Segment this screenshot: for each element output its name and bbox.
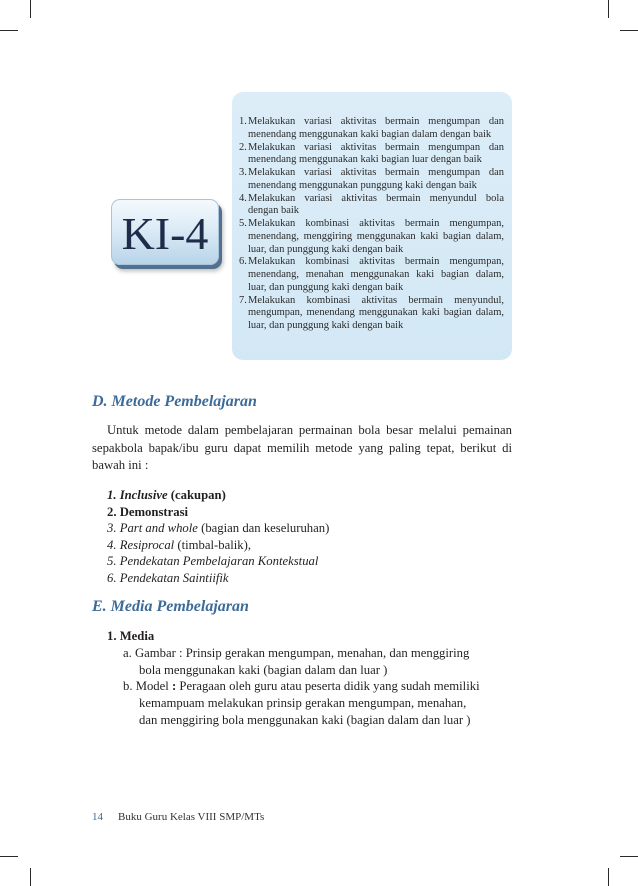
- crop-mark-bottom-left-vertical: [30, 868, 31, 886]
- competency-number: 2.: [239, 141, 247, 153]
- competency-item: [239, 167, 505, 193]
- media-item-continuation: dan menggiring bola menggunakan kaki (bagian dalam dan luar ): [139, 712, 471, 727]
- crop-mark-bottom-left-horizontal: [0, 856, 18, 857]
- competency-text-line: dengan baik: [248, 205, 300, 217]
- competency-item: [239, 256, 505, 294]
- paragraph-line: Untuk metode dalam pembelajaran permainan bola besar melalui pemainan: [107, 423, 512, 437]
- metode-intro-paragraph: [92, 422, 512, 475]
- competency-text-line: Melakukan variasi aktivitas bermain mengumpan dan: [248, 141, 504, 153]
- competency-text-line: Melakukan variasi aktivitas bermain menyundul bola: [248, 192, 504, 204]
- media-item-label: b. Model: [123, 679, 169, 694]
- ki-4-competency-panel: [232, 92, 512, 360]
- media-item-model: [107, 678, 480, 695]
- competency-text-line: Melakukan kombinasi aktivitas bermain menyundul,: [248, 294, 504, 306]
- crop-mark-top-right-horizontal: [620, 30, 638, 31]
- media-item-label: a. Gambar: [123, 645, 176, 660]
- method-name: 2. Demonstrasi: [107, 504, 189, 519]
- competency-number: 3.: [239, 167, 247, 178]
- media-item-separator: :: [179, 645, 183, 660]
- competency-number: 5.: [239, 218, 247, 229]
- competency-text-line: mengumpan, menendang menggunakan kaki bagian dalam,: [248, 307, 504, 319]
- competency-item: [239, 218, 505, 256]
- crop-mark-top-right-vertical: [608, 0, 609, 18]
- method-description: (timbal-balik),: [177, 537, 251, 552]
- method-item: [107, 537, 329, 554]
- competency-item: [239, 295, 505, 333]
- competency-text-line: Melakukan variasi aktivitas bermain mengumpan dan: [248, 116, 504, 127]
- competency-number: 1.: [239, 116, 247, 127]
- competency-text-line: luar, dan punggung kaki dengan baik: [248, 281, 404, 293]
- paragraph-line: bawah ini :: [92, 458, 149, 472]
- competency-text-line: menendang menggunakan kaki bagian dalam dengan baik: [248, 128, 492, 140]
- crop-mark-bottom-right-vertical: [608, 868, 609, 886]
- ki-4-badge-label: KI-4: [121, 208, 209, 259]
- competency-text-line: luar, dan punggung kaki dengan baik: [248, 320, 404, 331]
- method-name: 1. Inclusive: [107, 488, 168, 502]
- section-heading-media: E. Media Pembelajaran: [92, 598, 249, 615]
- crop-mark-top-left-horizontal: [0, 30, 18, 31]
- media-title: 1. Media: [107, 629, 155, 643]
- method-item: [107, 504, 329, 521]
- crop-mark-bottom-right-horizontal: [620, 856, 638, 857]
- competency-text-line: Melakukan variasi aktivitas bermain mengumpan dan: [248, 167, 504, 178]
- competency-text-line: menendang, menahan menggunakan kaki bagian dalam,: [248, 269, 504, 280]
- competency-text-line: menendang menggunakan kaki bagian luar dengan baik: [248, 154, 482, 166]
- method-item: [107, 487, 329, 504]
- media-item-continuation: kemampuam melakukan prinsip gerakan mengumpan, menahan,: [139, 696, 467, 711]
- book-title: Buku Guru Kelas VIII SMP/MTs: [118, 811, 265, 823]
- competency-number: 6.: [239, 256, 247, 268]
- competency-text-line: Melakukan kombinasi aktivitas bermain mengumpan,: [248, 218, 504, 229]
- ki-4-badge: [111, 199, 219, 265]
- method-item: [107, 520, 329, 537]
- method-description: (cakupan): [170, 488, 226, 502]
- method-description: (bagian dan keseluruhan): [201, 521, 330, 536]
- method-name: 3. Part and whole: [107, 521, 198, 536]
- method-item: [107, 553, 329, 570]
- competency-number: 7.: [239, 294, 247, 306]
- method-item: [107, 570, 329, 587]
- competency-text-line: menendang menggunakan punggung kaki dengan baik: [248, 179, 477, 191]
- crop-mark-top-left-vertical: [30, 0, 31, 18]
- media-list: [107, 628, 480, 729]
- section-heading-metode: D. Metode Pembelajaran: [92, 393, 257, 410]
- ki-4-competency-list: [239, 116, 505, 333]
- method-name: 4. Resiprocal: [107, 537, 175, 552]
- paragraph-line: sepakbola bapak/ibu guru dapat memilih metode yang paling tepat, berikut di: [92, 440, 512, 455]
- competency-text-line: Melakukan kombinasi aktivitas bermain mengumpan,: [248, 256, 504, 268]
- competency-text-line: menendang, menggiring menggunakan kaki bagian dalam,: [248, 230, 504, 242]
- media-item-text: Prinsip gerakan mengumpan, menahan, dan menggiring: [185, 645, 470, 660]
- competency-item: [239, 193, 505, 219]
- competency-number: 4.: [239, 192, 247, 204]
- method-list: [107, 487, 329, 587]
- media-item-continuation: bola menggunakan kaki (bagian dalam dan luar ): [139, 662, 388, 677]
- method-name: 6. Pendekatan Saintiifik: [107, 570, 229, 585]
- media-item-gambar: [107, 645, 480, 662]
- competency-text-line: luar, dan punggung kaki dengan baik: [248, 243, 404, 255]
- media-item-text: Peragaan oleh guru atau peserta didik yang sudah memiliki: [179, 679, 480, 694]
- competency-item: [239, 142, 505, 168]
- media-item-separator: :: [172, 679, 177, 694]
- competency-item: [239, 116, 505, 142]
- method-name: 5. Pendekatan Pembelajaran Kontekstual: [107, 554, 319, 569]
- page-number: 14: [92, 811, 103, 823]
